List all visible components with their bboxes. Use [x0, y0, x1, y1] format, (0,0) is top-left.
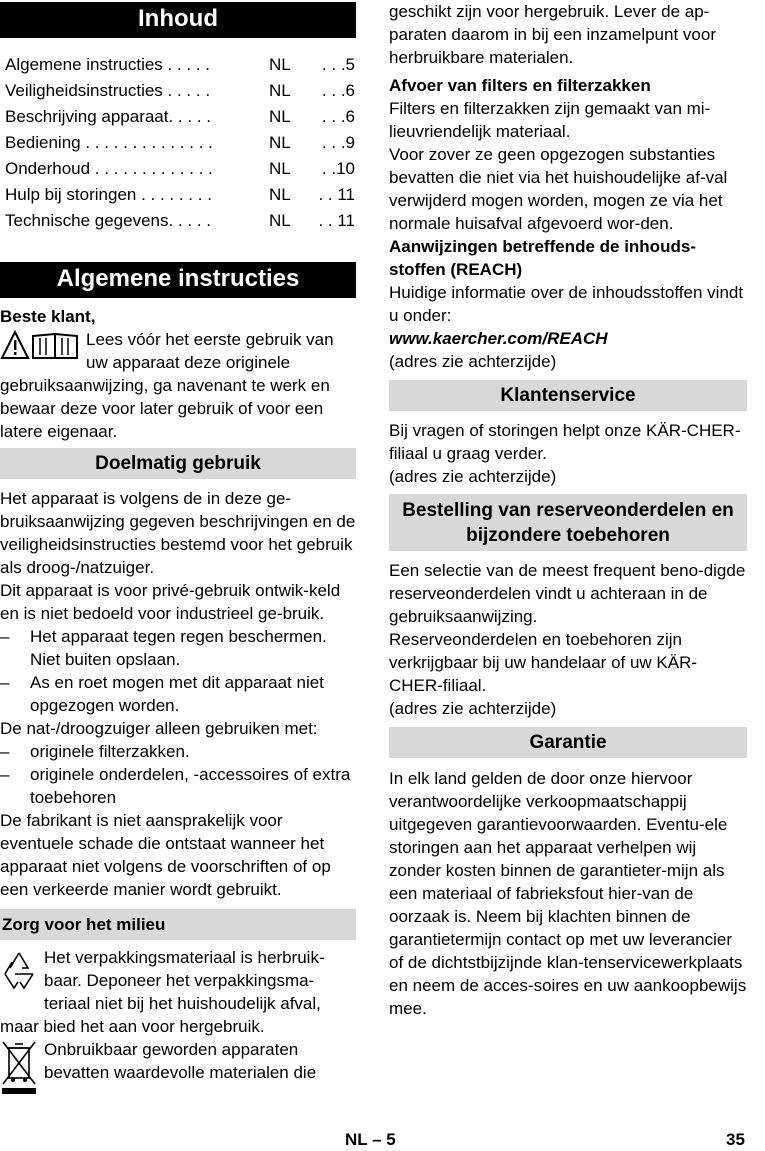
- intro-paragraph: [0, 328, 356, 443]
- warranty-heading: Garantie: [389, 727, 747, 758]
- warning-manual-icon: [0, 330, 80, 366]
- list-item-text: Het apparaat tegen regen beschermen. Niet buiten opslaan.: [30, 627, 327, 669]
- toc-row-title: Veiligheidsinstructies . . . . .: [5, 81, 211, 100]
- list-item-text: As en roet mogen met dit apparaat niet opgezogen worden.: [30, 673, 324, 715]
- toc-row[interactable]: [5, 52, 356, 78]
- toc-row[interactable]: [5, 130, 356, 156]
- recycle-icon: [0, 950, 38, 996]
- toc-row-title: Technische gegevens. . . . .: [5, 211, 212, 230]
- list-item: [0, 625, 356, 671]
- reach-title: Aanwijzingen betreffende de inhouds-stoffen (REACH): [389, 237, 696, 279]
- spare-parts-heading: Bestelling van reserveonderdelen en bijzondere toebehoren: [389, 494, 747, 551]
- list-item-text: originele onderdelen, -accessoires of extra toebehoren: [30, 765, 351, 807]
- greeting: Beste klant,: [0, 307, 96, 326]
- toc-row-title: Beschrijving apparaat. . . . .: [5, 107, 211, 126]
- warranty-p1: In elk land gelden de door onze hiervoor verantwoordelijke verkoopmaatschappij uitgegeven garantievoorwaarden. Eventu-ele storingen aan het apparaat verhelpen wij zonder kosten binnen de garantieter-mijn als een materiaal of fabrieksfout hier-van de oorzaak is. Neem bij klachten binnen de garantietermijn contact op met uw leverancier of de dichtstbijzijnde klan-tenservicewerkplaats en neem de acces-soires en uw aankoopbewijs mee.: [389, 769, 747, 1018]
- reach-paragraph: Huidige informatie over de inhoudsstoffen vindt u onder:: [389, 283, 744, 325]
- toc-row-lang: NL: [269, 185, 291, 204]
- filters-p2: Voor zover ze geen opgezogen substanties bevatten die niet via het huishoudelijke af-val verwijderd mogen worden, mogen ze via het normale huisafval afgevoerd wor-den.: [389, 145, 728, 233]
- toc-row-lang: NL: [269, 211, 291, 230]
- dash-marker: –: [0, 673, 10, 692]
- parts-p3: (adres zie achterzijde): [389, 699, 557, 718]
- dash-marker: –: [0, 627, 10, 646]
- reach-link[interactable]: www.kaercher.com/REACH: [389, 329, 608, 348]
- toc-row-page: . . 11: [318, 185, 355, 204]
- toc-heading: Inhoud: [0, 2, 356, 38]
- toc-row-page: . . .5: [321, 55, 355, 74]
- toc-row-lang: NL: [269, 107, 291, 126]
- list-item: [0, 763, 356, 809]
- table-of-contents: [0, 52, 356, 234]
- toc-row[interactable]: [5, 156, 356, 182]
- dash-marker: –: [0, 742, 10, 761]
- toc-row[interactable]: [5, 78, 356, 104]
- footer-page-number: 35: [726, 1130, 745, 1149]
- toc-row-page: . .10: [321, 159, 355, 178]
- footer-page-label-text: – 5: [372, 1130, 396, 1149]
- list-item: [0, 671, 356, 717]
- toc-row-lang: NL: [269, 55, 291, 74]
- toc-row-lang: NL: [269, 133, 291, 152]
- intended-use-heading: Doelmatig gebruik: [0, 448, 356, 479]
- toc-row-lang: NL: [269, 159, 291, 178]
- filters-title: Afvoer van filters en filterzakken: [389, 76, 651, 95]
- toc-row-title: Bediening . . . . . . . . . . . . . .: [5, 133, 213, 152]
- toc-row[interactable]: [5, 182, 356, 208]
- customer-service-heading: Klantenservice: [389, 380, 747, 411]
- dash-marker: –: [0, 765, 10, 784]
- intro-text: Lees vóór het eerste gebruik van uw apparaat deze originele gebruiksaanwijzing, ga navenant te werk en bewaar deze voor later gebruik of voor een latere eigenaar.: [0, 330, 334, 441]
- toc-row[interactable]: [5, 208, 356, 234]
- footer-page-label: [345, 1128, 396, 1151]
- toc-row-title: Algemene instructies . . . . .: [5, 55, 211, 74]
- parts-p1: Een selectie van de meest frequent beno-digde reserveonderdelen vindt u achteraan in de gebruiksaanwijzing.: [389, 561, 746, 626]
- toc-row-page: . . .9: [321, 133, 355, 152]
- toc-row-title: Onderhoud . . . . . . . . . . . . .: [5, 159, 213, 178]
- intended-use-p4: De fabrikant is niet aansprakelijk voor eventuele schade die ontstaat wanneer het apparaat niet volgens de voorschriften of op een verkeerde manier wordt gebruikt.: [0, 811, 331, 899]
- intended-use-p2: Dit apparaat is voor privé-gebruik ontwik-keld en is niet bedoeld voor industrieel ge-bruik.: [0, 581, 341, 623]
- toc-row-page: . . 11: [318, 211, 355, 230]
- crossed-bin-icon: [0, 1040, 38, 1104]
- reach-address: (adres zie achterzijde): [389, 352, 557, 371]
- environment-heading: Zorg voor het milieu: [0, 909, 356, 940]
- environment-p2: [0, 1038, 356, 1084]
- parts-p2: Reserveonderdelen en toebehoren zijn verkrijgbaar bij uw handelaar of uw KÄR-CHER-filiaal.: [389, 630, 698, 695]
- environment-p1-text: Het verpakkingsmateriaal is herbruik-baar. Deponeer het verpakkingsma-teriaal niet bij het huishoudelijk afval, maar bied het aan voor hergebruik.: [0, 948, 325, 1036]
- footer-lang: NL: [345, 1130, 368, 1149]
- environment-p1: [0, 946, 356, 1038]
- list-item-text: originele filterzakken.: [30, 742, 190, 761]
- filters-p1: Filters en filterzakken zijn gemaakt van mi-lieuvriendelijk materiaal.: [389, 99, 711, 141]
- list-item: [0, 740, 356, 763]
- toc-row-lang: NL: [269, 81, 291, 100]
- service-p2: (adres zie achterzijde): [389, 467, 557, 486]
- toc-row-title: Hulp bij storingen . . . . . . . .: [5, 185, 212, 204]
- environment-p2-text: Onbruikbaar geworden apparaten bevatten waardevolle materialen die: [44, 1040, 317, 1082]
- environment-p2-continued: geschikt zijn voor hergebruik. Lever de ap-paraten daarom in bij een inzamelpunt voor herbruikbare materialen.: [389, 2, 716, 67]
- left-column: [0, 0, 356, 1104]
- general-instructions-heading: Algemene instructies: [0, 262, 356, 298]
- service-p1: Bij vragen of storingen helpt onze KÄR-CHER-filiaal u graag verder.: [389, 421, 741, 463]
- toc-row-page: . . .6: [321, 81, 355, 100]
- toc-row-page: . . .6: [321, 107, 355, 126]
- intended-use-p3: De nat-/droogzuiger alleen gebruiken met:: [0, 719, 318, 738]
- intended-use-p1: Het apparaat is volgens de in deze ge-bruiksaanwijzing gegeven beschrijvingen en de veiligheidsinstructies bestemd voor het gebruik als droog-/natzuiger.: [0, 489, 356, 577]
- toc-row[interactable]: [5, 104, 356, 130]
- right-column: [389, 0, 747, 1020]
